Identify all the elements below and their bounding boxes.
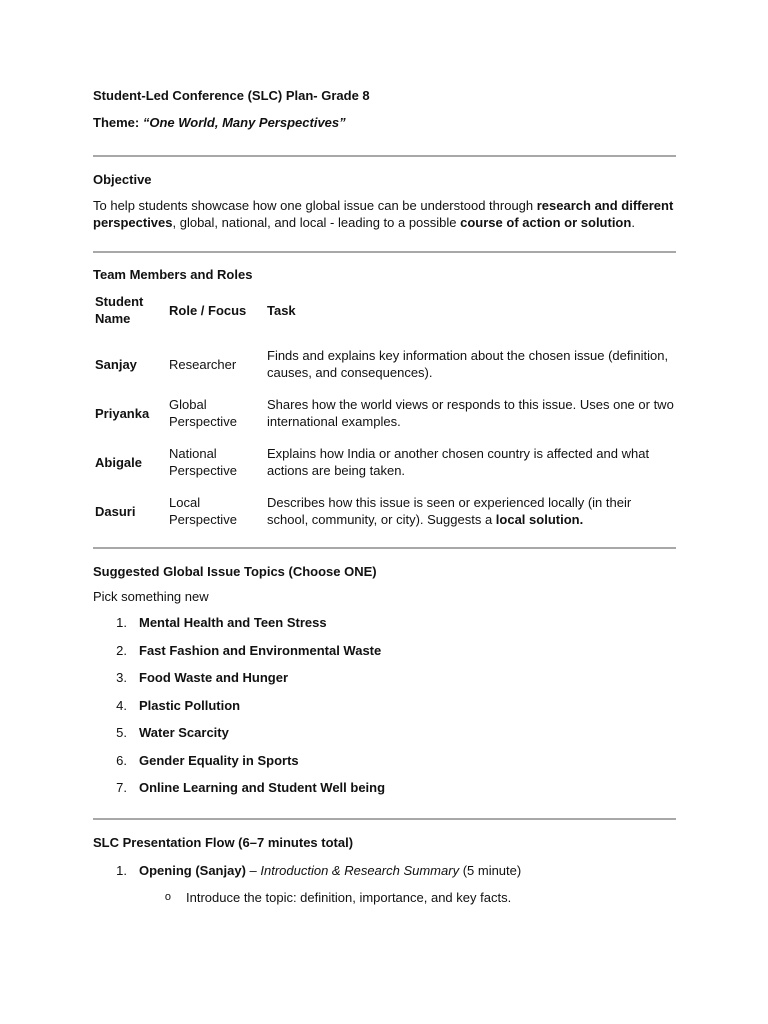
list-item	[93, 857, 676, 884]
objective-heading: Objective	[93, 172, 152, 187]
student-name: Sanjay	[95, 356, 137, 372]
theme-line	[93, 109, 676, 136]
topics-heading: Suggested Global Issue Topics (Choose ONE)	[93, 564, 377, 579]
topics-subtitle: Pick something new	[93, 589, 209, 604]
list-number: 7.	[116, 780, 127, 796]
flow-item-dash: –	[245, 862, 261, 878]
list-item	[93, 774, 676, 802]
team-heading: Team Members and Roles	[93, 267, 253, 282]
topic-label: Food Waste and Hunger	[139, 670, 289, 686]
list-number: 3.	[116, 670, 127, 686]
flow-heading: SLC Presentation Flow (6–7 minutes total)	[93, 834, 354, 850]
table-row	[93, 396, 676, 430]
document-page	[93, 82, 676, 911]
table-header-row	[93, 291, 676, 329]
list-item	[93, 692, 676, 720]
student-role: Local Perspective	[169, 495, 237, 527]
student-role: Researcher	[169, 356, 237, 372]
theme-value: “One World, Many Perspectives”	[142, 115, 346, 130]
topics-list	[93, 609, 676, 802]
objective-text-part: To help students showcase how one global issue can be understood through	[93, 198, 537, 213]
list-item	[93, 884, 676, 911]
topic-label: Online Learning and Student Well being	[139, 780, 386, 796]
student-role: National Perspective	[169, 446, 237, 478]
student-task	[265, 396, 676, 430]
student-task	[265, 494, 676, 528]
student-task	[265, 445, 676, 479]
list-number: 5.	[116, 725, 127, 741]
sub-item-text: Introduce the topic: definition, importance, and key facts.	[186, 889, 512, 905]
list-item	[93, 747, 676, 775]
theme-label: Theme:	[93, 115, 140, 130]
list-item	[93, 637, 676, 665]
flow-item-text	[139, 863, 521, 878]
flow-item-italic: Introduction & Research Summary	[260, 862, 460, 878]
column-header: Role / Focus	[169, 302, 247, 318]
topic-label: Water Scarcity	[139, 725, 229, 741]
bullet-icon: o	[164, 891, 171, 903]
document-title: Student-Led Conference (SLC) Plan- Grade 8	[93, 88, 370, 103]
column-header: Task	[267, 302, 296, 318]
column-header: Student Name	[95, 294, 144, 326]
student-name: Priyanka	[95, 405, 150, 421]
student-name: Abigale	[95, 454, 142, 470]
task-bold-text: local solution.	[495, 512, 584, 527]
list-number: 2.	[116, 642, 127, 658]
student-task	[265, 347, 676, 381]
list-number: 4.	[116, 697, 127, 713]
task-text: Describes how this issue is seen or experienced locally (in their school, community, or city). Suggests a	[267, 495, 632, 527]
student-name: Dasuri	[95, 503, 136, 519]
list-item	[93, 664, 676, 692]
objective-text-part: , global, national, and local - leading to a possible	[172, 215, 461, 230]
flow-item-bold: Opening (Sanjay)	[139, 862, 246, 878]
list-item	[93, 609, 676, 637]
list-number: 1.	[116, 862, 127, 878]
flow-item-rest: (5 minute)	[459, 862, 522, 878]
topic-label: Mental Health and Teen Stress	[139, 615, 327, 631]
task-text: Shares how the world views or responds to this issue. Uses one or two international examples.	[267, 397, 674, 429]
roles-table	[93, 291, 676, 528]
table-row	[93, 494, 676, 528]
objective-bold-part: course of action or solution	[460, 215, 632, 230]
task-text: Explains how India or another chosen country is affected and what actions are being taken.	[267, 446, 650, 478]
student-role: Global Perspective	[169, 397, 237, 429]
topic-label: Plastic Pollution	[139, 697, 241, 713]
table-row	[93, 347, 676, 381]
topic-label: Fast Fashion and Environmental Waste	[139, 642, 382, 658]
objective-text-part: .	[631, 215, 635, 230]
list-item	[93, 719, 676, 747]
topic-label: Gender Equality in Sports	[139, 752, 299, 768]
objective-text	[93, 197, 676, 231]
list-number: 1.	[116, 615, 127, 631]
list-number: 6.	[116, 752, 127, 768]
objective-bold-part: research and different perspectives	[93, 198, 674, 230]
task-text: Finds and explains key information about the chosen issue (definition, causes, and consequences).	[267, 348, 669, 380]
table-row	[93, 445, 676, 479]
